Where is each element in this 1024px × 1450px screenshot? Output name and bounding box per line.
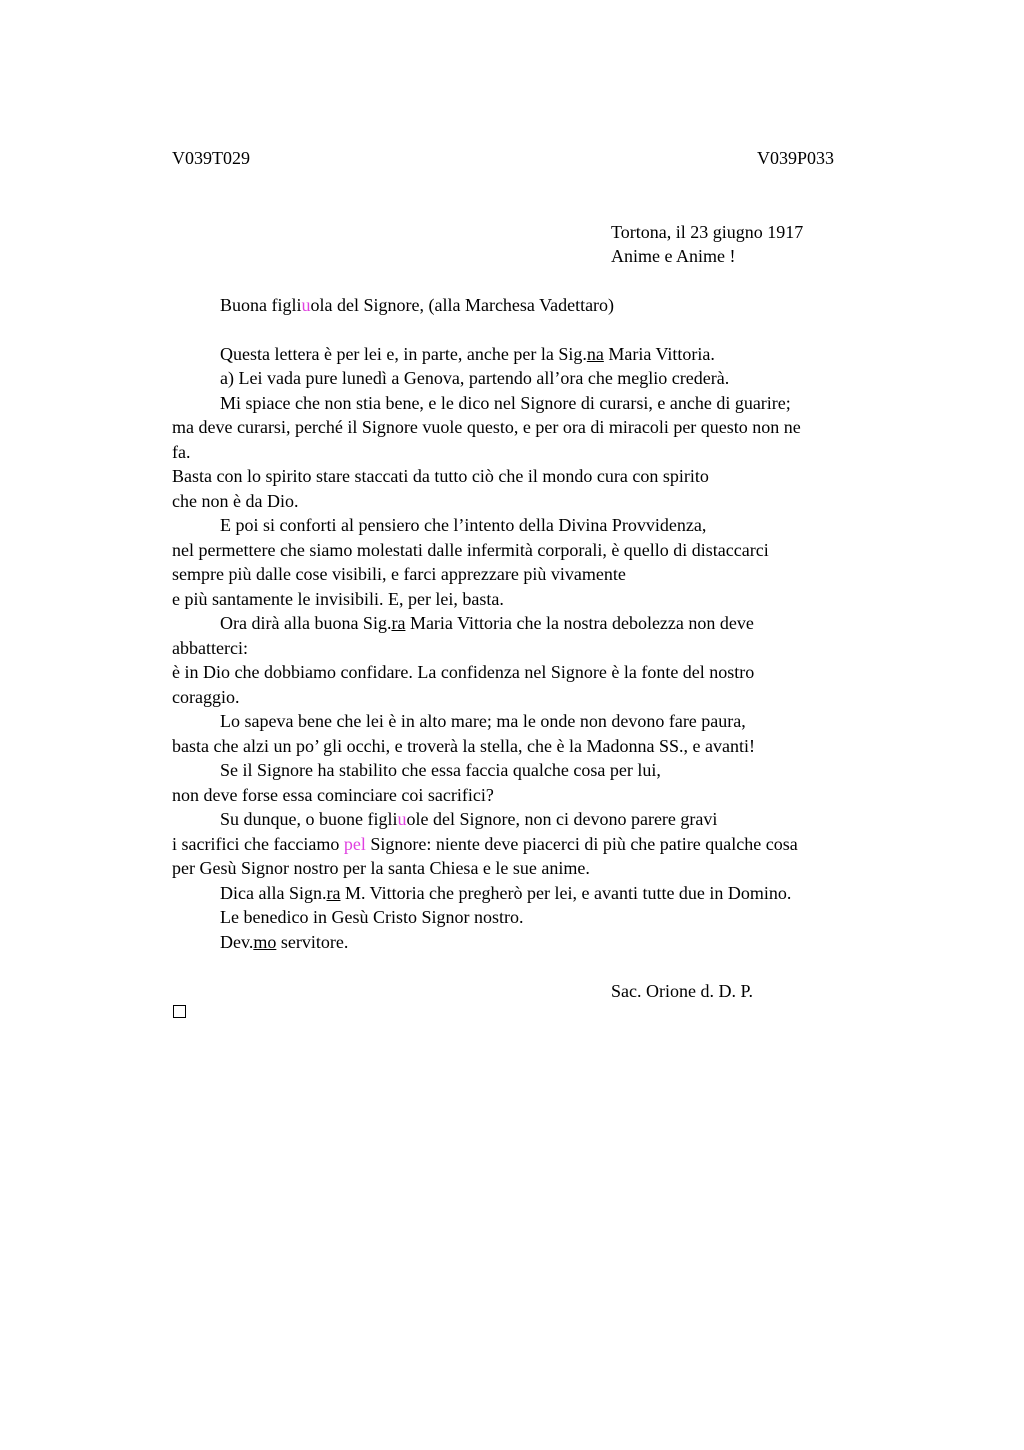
body-line: non deve forse essa cominciare coi sacrifici? — [172, 785, 494, 805]
closing-line: Dev.mo servitore. — [220, 932, 349, 952]
body-line: a) Lei vada pure lunedì a Genova, partendo all’ora che meglio crederà. — [220, 368, 730, 388]
body-line: Mi spiace che non stia bene, e le dico nel Signore di curarsi, e anche di guarire; — [220, 393, 791, 413]
body-line: basta che alzi un po’ gli occhi, e troverà la stella, che è la Madonna SS., e avanti! — [172, 736, 755, 756]
body-line: Lo sapeva bene che lei è in alto mare; ma le onde non devono fare paura, — [220, 711, 746, 731]
body-line: Questa lettera è per lei e, in parte, anche per la Sig.na Maria Vittoria. — [220, 344, 715, 364]
checkbox-square-icon — [173, 1005, 186, 1018]
underlined-abbreviation: na — [586, 344, 604, 364]
body-line: Dica alla Sign.ra M. Vittoria che pregherò per lei, e avanti tutte due in Domino. — [220, 883, 792, 903]
highlight-mark: u — [301, 295, 311, 315]
motto: Anime e Anime ! — [611, 246, 736, 266]
place-date: Tortona, il 23 giugno 1917 — [611, 222, 804, 242]
body-line: Se il Signore ha stabilito che essa faccia qualche cosa per lui, — [220, 760, 661, 780]
body-line: per Gesù Signor nostro per la santa Chiesa e le sue anime. — [172, 858, 590, 878]
salutation: Buona figliuola del Signore, (alla Marchesa Vadettaro) — [220, 295, 615, 315]
body-line: coraggio. — [172, 687, 240, 707]
highlight-mark: u — [397, 809, 407, 829]
underlined-abbreviation: ra — [391, 613, 406, 633]
body-line: Basta con lo spirito stare staccati da tutto ciò che il mondo cura con spirito — [172, 466, 709, 486]
body-line: i sacrifici che facciamo pel Signore: niente deve piacerci di più che patire qualche cosa — [172, 834, 798, 854]
body-line: Su dunque, o buone figliuole del Signore, non ci devono parere gravi — [220, 809, 718, 829]
body-line: abbatterci: — [172, 638, 248, 658]
body-line: E poi si conforti al pensiero che l’intento della Divina Provvidenza, — [220, 515, 707, 535]
body-line: nel permettere che siamo molestati dalle infermità corporali, è quello di distaccarci — [172, 540, 769, 560]
underlined-abbreviation: ra — [326, 883, 341, 903]
body-line: e più santamente le invisibili. E, per lei, basta. — [172, 589, 504, 609]
body-line: ma deve curarsi, perché il Signore vuole questo, e per ora di miracoli per questo non ne — [172, 417, 801, 437]
document-code-right: V039P033 — [757, 148, 835, 168]
body-line: Le benedico in Gesù Cristo Signor nostro. — [220, 907, 524, 927]
highlight-mark: pel — [343, 834, 366, 854]
signature: Sac. Orione d. D. P. — [611, 981, 753, 1001]
document-code-left: V039T029 — [172, 148, 250, 168]
body-line: Ora dirà alla buona Sig.ra Maria Vittoria che la nostra debolezza non deve — [220, 613, 754, 633]
body-line: fa. — [172, 442, 191, 462]
body-line: che non è da Dio. — [172, 491, 299, 511]
body-line: sempre più dalle cose visibili, e farci apprezzare più vivamente — [172, 564, 626, 584]
underlined-abbreviation: mo — [253, 932, 277, 952]
body-line: è in Dio che dobbiamo confidare. La confidenza nel Signore è la fonte del nostro — [172, 662, 755, 682]
